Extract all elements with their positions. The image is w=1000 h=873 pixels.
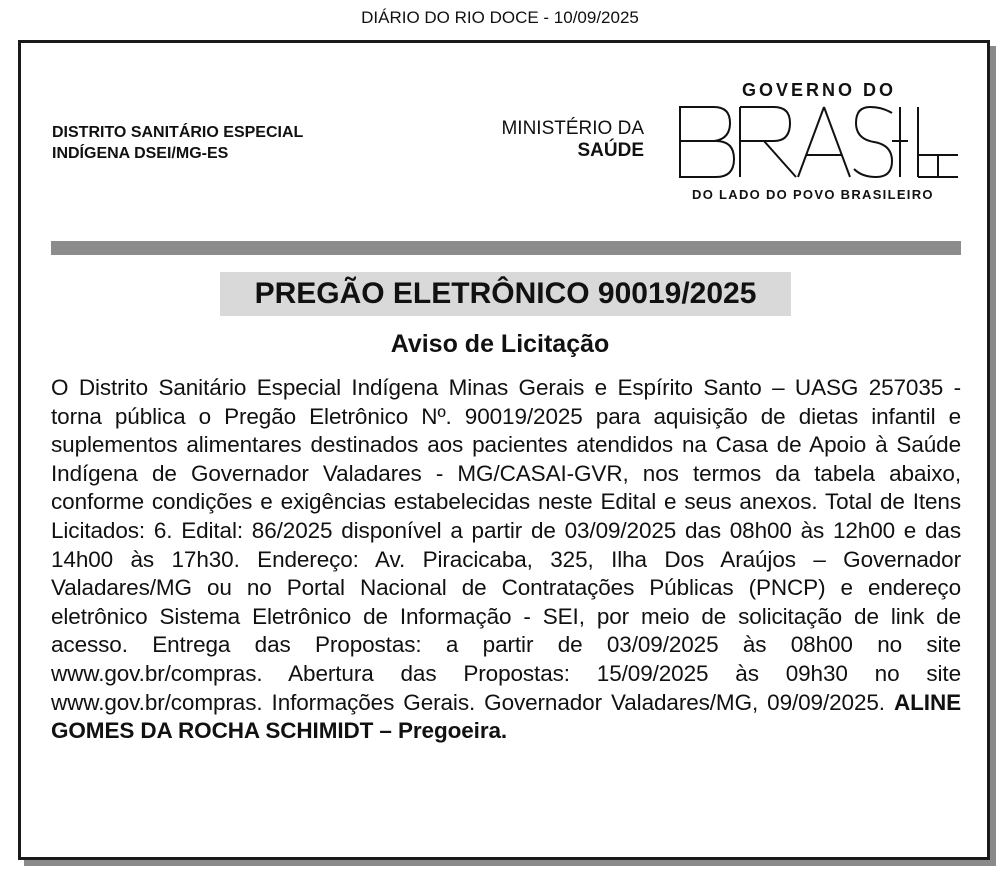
ministry-line2: SAÚDE <box>577 140 644 161</box>
brasil-logo <box>678 105 960 180</box>
org-name-line2: INDÍGENA DSEI/MG-ES <box>52 145 229 162</box>
ministry-line1: MINISTÉRIO DA <box>501 118 644 139</box>
org-name <box>52 122 303 164</box>
org-name-line1: DISTRITO SANITÁRIO ESPECIAL <box>52 124 304 141</box>
divider-bar <box>51 241 961 255</box>
gov-logo-tagline: DO LADO DO POVO BRASILEIRO <box>692 187 934 202</box>
gov-logo-top: GOVERNO DO <box>742 80 897 100</box>
notice-title: PREGÃO ELETRÔNICO 90019/2025 <box>220 272 791 316</box>
ministry-label <box>470 118 644 162</box>
newspaper-header: DIÁRIO DO RIO DOCE - 10/09/2025 <box>361 8 639 27</box>
notice-subtitle: Aviso de Licitação <box>390 330 610 358</box>
notice-body-text: O Distrito Sanitário Especial Indígena Minas Gerais e Espírito Santo – UASG 257035 - torna pública o Pregão Eletrônico Nº. 90019/2025 para aquisição de dietas infantil e suplementos alimentares destinados aos pacientes atendidos na Casa de Apoio à Saúde Indígena de Governador Valadares - MG/CASAI-GVR, nos termos da tabela abaixo, conforme condições e exigências estabelecidas neste Edital e seus anexos. Total de Itens Licitados: 6. Edital: 86/2025 disponível a partir de 03/09/2025 das 08h00 às 12h00 e das 14h00 às 17h30. Endereço: Av. Piracicaba, 325, Ilha Dos Araújos – Governador Valadares/MG ou no Portal Nacional de Contratações Públicas (PNCP) e endereço eletrônico Sistema Eletrônico de Informação - SEI, por meio de solicitação de link de acesso. Entrega das Propostas: a partir de 03/09/2025 às 08h00 no site www.gov.br/compras. Abertura das Propostas: 15/09/2025 às 09h30 no site www.gov.br/compras. Informações Gerais. Governador Valadares/MG, 09/09/2025. <box>51 375 961 715</box>
notice-signature: ALINE GOMES DA ROCHA SCHIMIDT – Pregoeira. <box>51 689 962 744</box>
notice-body <box>51 374 961 746</box>
